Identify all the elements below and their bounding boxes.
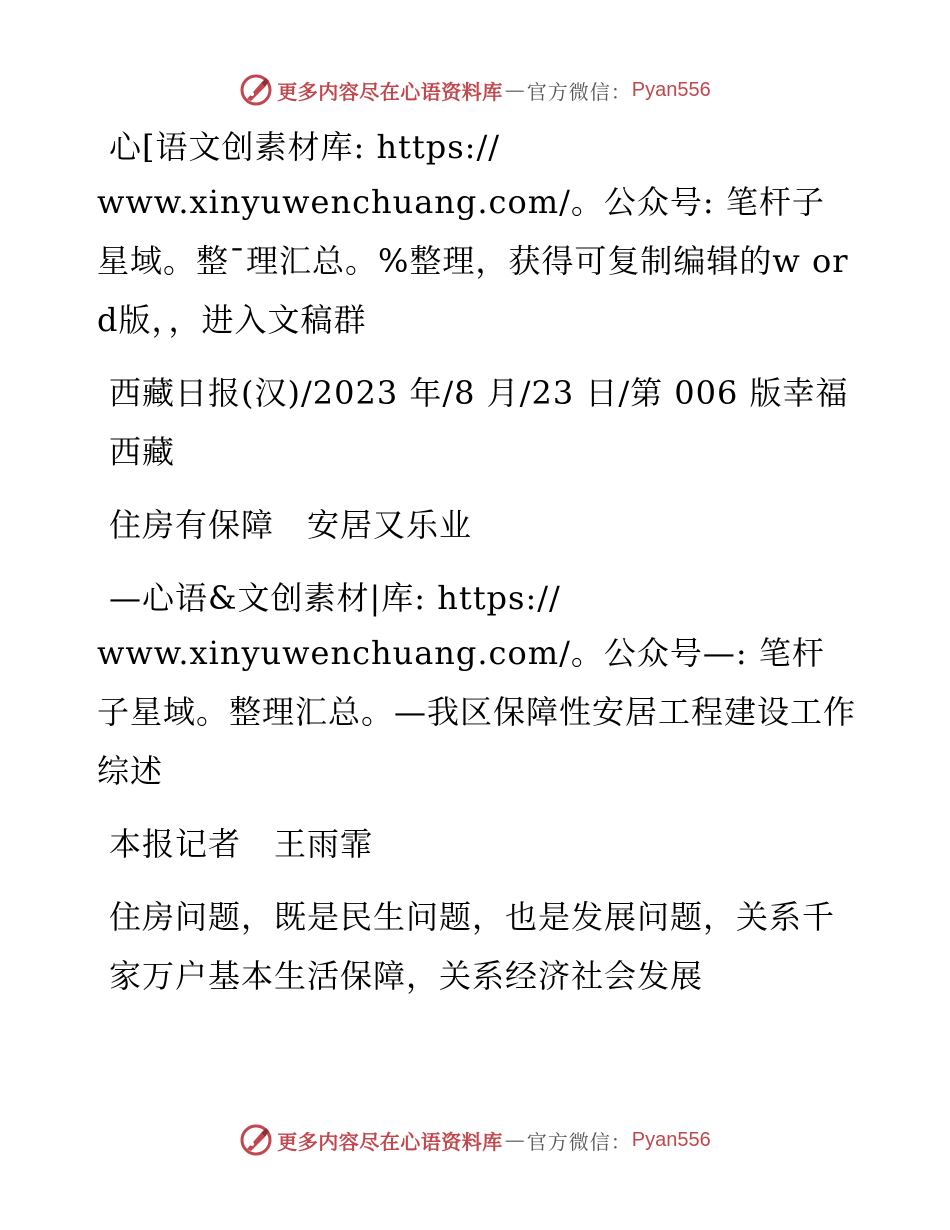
banner-contact-id: Pyan556 (631, 78, 711, 101)
source-line-2: www.xinyuwenchuang.com/。公众号: 笔杆子星域。整¯理汇总。%整理，获得可复制编辑的w ord版，，进入文稿群 (97, 183, 849, 339)
source-line-1: 心[语文创素材库: https:// (109, 128, 501, 166)
banner-contact-label: 官方微信： (526, 79, 632, 104)
pen-quill-circle-icon (239, 1123, 273, 1157)
pen-quill-circle-icon (239, 73, 273, 107)
banner-contact-label: 官方微信： (526, 1129, 632, 1154)
author-line: 本报记者 王雨霏 (109, 825, 374, 863)
banner-brand-text: 更多内容尽在心语资料库 (277, 79, 503, 104)
publication-info: 西藏日报(汉)/2023 年/8 月/23 日/第 006 版幸福西藏 (109, 374, 849, 471)
article-title: 住房有保障 安居又乐业 (109, 506, 473, 544)
banner-separator: — (504, 78, 525, 102)
document-body (97, 118, 857, 1020)
footer-banner (0, 1120, 950, 1160)
banner-brand-text: 更多内容尽在心语资料库 (277, 1129, 503, 1154)
source-line-3: —心语&文创素材|库: https:// (109, 579, 561, 617)
banner-separator: — (504, 1128, 525, 1152)
banner-contact-id: Pyan556 (631, 1128, 711, 1151)
subtitle-line: www.xinyuwenchuang.com/。公众号—: 笔杆子星域。整理汇总。—我区保障性安居工程建设工作综述 (97, 634, 857, 790)
body-paragraph: 住房问题，既是民生问题，也是发展问题，关系千家万户基本生活保障，关系经济社会发展 (109, 898, 836, 995)
header-banner (0, 70, 950, 110)
